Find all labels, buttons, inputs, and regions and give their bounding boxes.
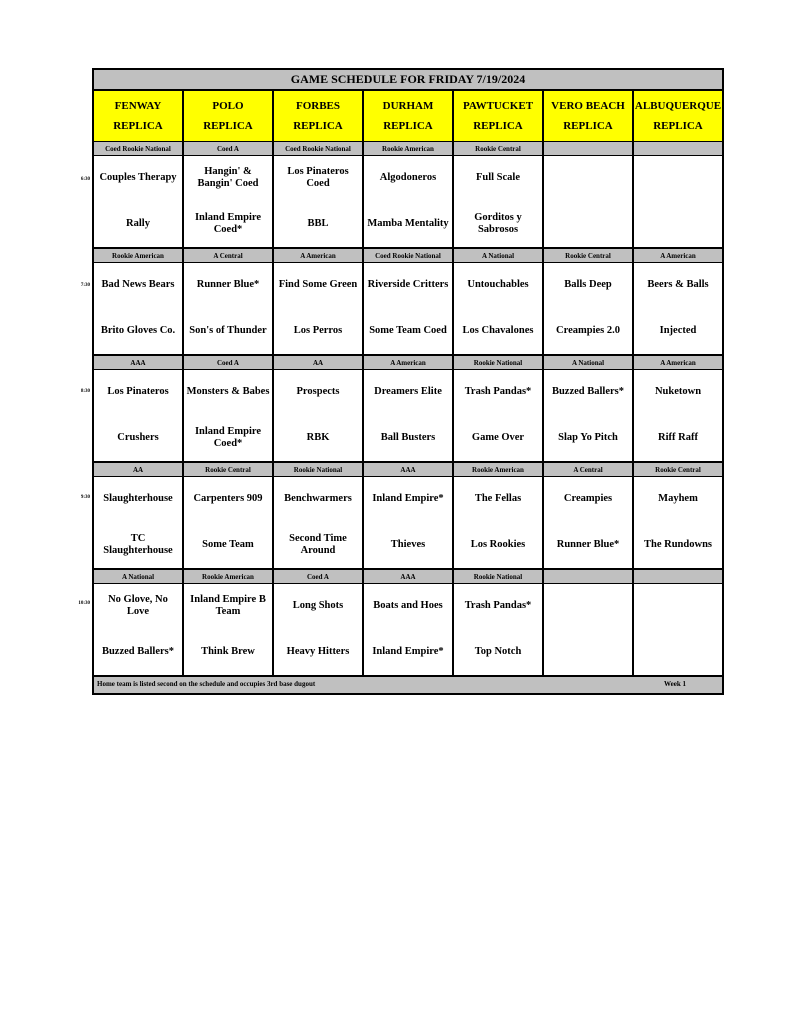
field-header — [633, 90, 723, 142]
field-type: REPLICA — [653, 120, 703, 132]
away-team: Benchwarmers — [284, 493, 352, 504]
game-cell — [543, 584, 633, 677]
away-team: Long Shots — [292, 600, 344, 611]
division-label: Rookie American — [453, 462, 543, 477]
away-team: Nuketown — [654, 386, 702, 397]
home-team: Los Chavalones — [462, 325, 534, 336]
footer-cell — [93, 676, 723, 694]
game-cell — [633, 477, 723, 570]
home-team: Brito Gloves Co. — [100, 325, 176, 336]
home-team: Second Time Around — [289, 533, 347, 556]
game-cell — [183, 156, 273, 249]
field-type: REPLICA — [383, 120, 433, 132]
division-label: A Central — [543, 462, 633, 477]
game-cell — [363, 477, 453, 570]
division-label — [633, 142, 723, 156]
field-type: REPLICA — [563, 120, 613, 132]
division-label: Rookie National — [453, 569, 543, 584]
time-slot-label: 8:30 — [80, 389, 90, 394]
game-cell — [453, 584, 543, 677]
division-label: AAA — [363, 569, 453, 584]
week-label: Week 1 — [664, 680, 686, 688]
away-team: Balls Deep — [564, 279, 612, 290]
game-cell — [543, 477, 633, 570]
home-team: Runner Blue* — [556, 539, 620, 550]
game-row — [93, 156, 723, 249]
division-label: Rookie American — [363, 142, 453, 156]
game-cell — [543, 370, 633, 463]
game-cell — [633, 263, 723, 356]
away-team: Los Pinateros Coed — [287, 166, 349, 189]
away-team: Beers & Balls — [647, 279, 709, 290]
division-label: Coed A — [183, 142, 273, 156]
home-team: Son's of Thunder — [189, 325, 267, 336]
home-team: Inland Empire Coed* — [194, 426, 262, 449]
home-team: Some Team — [202, 539, 254, 550]
away-team: Hangin' & Bangin' Coed — [197, 166, 259, 189]
field-header — [453, 90, 543, 142]
game-cell — [273, 477, 363, 570]
away-team: Los Pinateros — [107, 386, 169, 397]
home-team: TC Slaughterhouse — [103, 533, 173, 556]
game-cell — [363, 584, 453, 677]
game-row — [93, 584, 723, 677]
field-name: ALBUQUERQUE — [634, 100, 722, 112]
division-label: Coed Rookie National — [273, 142, 363, 156]
home-team: Some Team Coed — [369, 325, 447, 336]
division-label: Coed A — [183, 355, 273, 370]
division-label: Rookie Central — [453, 142, 543, 156]
division-label: Coed Rookie National — [363, 248, 453, 263]
away-team — [544, 162, 632, 194]
away-team: Trash Pandas* — [464, 600, 532, 611]
game-cell — [633, 370, 723, 463]
division-label: Coed Rookie National — [93, 142, 183, 156]
away-team: Riverside Critters — [367, 279, 449, 290]
home-team: Los Rookies — [470, 539, 526, 550]
division-label: AAA — [93, 355, 183, 370]
time-slot-label: 7:30 — [80, 283, 90, 288]
game-row — [93, 477, 723, 570]
division-label: Coed A — [273, 569, 363, 584]
away-team: Buzzed Ballers* — [551, 386, 625, 397]
home-team: Slap Yo Pitch — [558, 432, 618, 443]
game-cell — [93, 477, 183, 570]
game-cell — [453, 477, 543, 570]
game-row — [93, 370, 723, 463]
away-team: Prospects — [296, 386, 340, 397]
division-row — [93, 142, 723, 156]
game-cell — [273, 370, 363, 463]
game-cell — [543, 156, 633, 249]
schedule-title: GAME SCHEDULE FOR FRIDAY 7/19/2024 — [93, 69, 723, 90]
time-slot-label: 10:30 — [78, 601, 90, 606]
division-label: Rookie American — [93, 248, 183, 263]
home-team: Game Over — [471, 432, 525, 443]
game-cell — [273, 584, 363, 677]
away-team: Trash Pandas* — [464, 386, 532, 397]
away-team: Couples Therapy — [99, 172, 177, 183]
division-label — [543, 142, 633, 156]
home-team: Inland Empire* — [372, 646, 444, 657]
game-cell — [183, 584, 273, 677]
division-label: A American — [363, 355, 453, 370]
field-type: REPLICA — [293, 120, 343, 132]
division-label — [543, 569, 633, 584]
division-label — [633, 569, 723, 584]
division-label: A Central — [183, 248, 273, 263]
away-team: Creampies — [563, 493, 613, 504]
home-team: Top Notch — [474, 646, 522, 657]
field-name: VERO BEACH — [551, 100, 625, 112]
division-label: Rookie Central — [543, 248, 633, 263]
away-team — [634, 162, 722, 194]
division-row — [93, 248, 723, 263]
game-cell — [363, 370, 453, 463]
away-team: Dreamers Elite — [374, 386, 442, 397]
field-type: REPLICA — [203, 120, 253, 132]
home-team — [634, 636, 722, 668]
field-type: REPLICA — [473, 120, 523, 132]
away-team: Find Some Green — [278, 279, 358, 290]
home-team: Crushers — [117, 432, 159, 443]
game-schedule-table — [92, 68, 724, 695]
game-cell — [183, 263, 273, 356]
field-header — [93, 90, 183, 142]
division-label: AA — [273, 355, 363, 370]
footer-row — [93, 676, 723, 694]
game-row — [93, 263, 723, 356]
away-team: Runner Blue* — [196, 279, 260, 290]
division-label: Rookie National — [273, 462, 363, 477]
home-team: BBL — [307, 218, 329, 229]
away-team: Algodoneros — [379, 172, 437, 183]
away-team: The Fellas — [474, 493, 522, 504]
field-name: POLO — [212, 100, 244, 112]
division-label: A National — [543, 355, 633, 370]
game-cell — [183, 477, 273, 570]
division-label: Rookie American — [183, 569, 273, 584]
away-team — [634, 590, 722, 622]
game-cell — [453, 370, 543, 463]
home-team: Los Perros — [293, 325, 343, 336]
game-cell — [633, 584, 723, 677]
division-label: A American — [273, 248, 363, 263]
time-slot-label: 6:30 — [80, 177, 90, 182]
game-cell — [273, 156, 363, 249]
field-header — [273, 90, 363, 142]
game-cell — [453, 263, 543, 356]
division-label: Rookie Central — [633, 462, 723, 477]
division-row — [93, 355, 723, 370]
home-team: Buzzed Ballers* — [101, 646, 175, 657]
home-team — [544, 208, 632, 240]
home-team: RBK — [306, 432, 330, 443]
home-team: Mamba Mentality — [367, 218, 449, 229]
game-cell — [93, 370, 183, 463]
home-team: Think Brew — [201, 646, 255, 657]
home-team: Gorditos y Sabrosos — [474, 212, 522, 235]
field-name: FORBES — [295, 100, 340, 112]
game-cell — [273, 263, 363, 356]
away-team: Boats and Hoes — [373, 600, 443, 611]
away-team: Bad News Bears — [101, 279, 175, 290]
game-cell — [363, 263, 453, 356]
game-cell — [363, 156, 453, 249]
game-cell — [93, 156, 183, 249]
footer-note: Home team is listed second on the schedule and occupies 3rd base dugout — [97, 680, 316, 688]
home-team: Heavy Hitters — [286, 646, 350, 657]
division-label: Rookie Central — [183, 462, 273, 477]
home-team: Creampies 2.0 — [556, 325, 620, 336]
game-cell — [633, 156, 723, 249]
game-cell — [93, 263, 183, 356]
home-team: Inland Empire Coed* — [194, 212, 262, 235]
away-team: Mayhem — [658, 493, 698, 504]
home-team: Thieves — [390, 539, 426, 550]
home-team: The Rundowns — [644, 539, 712, 550]
field-header-row — [93, 90, 723, 142]
field-name: PAWTUCKET — [462, 100, 534, 112]
home-team — [634, 208, 722, 240]
field-name: FENWAY — [114, 100, 162, 112]
field-header — [183, 90, 273, 142]
field-type: REPLICA — [113, 120, 163, 132]
division-label: A American — [633, 248, 723, 263]
division-label: A National — [453, 248, 543, 263]
away-team: Carpenters 909 — [193, 493, 263, 504]
home-team — [544, 636, 632, 668]
game-cell — [453, 156, 543, 249]
field-name: DURHAM — [382, 100, 434, 112]
away-team: Inland Empire* — [372, 493, 444, 504]
home-team: Ball Busters — [380, 432, 436, 443]
away-team: Full Scale — [475, 172, 521, 183]
away-team — [544, 590, 632, 622]
division-row — [93, 462, 723, 477]
division-label: A American — [633, 355, 723, 370]
game-cell — [93, 584, 183, 677]
division-label: A National — [93, 569, 183, 584]
division-label: Rookie National — [453, 355, 543, 370]
home-team: Riff Raff — [658, 432, 698, 443]
away-team: Monsters & Babes — [186, 386, 270, 397]
game-cell — [543, 263, 633, 356]
away-team: Untouchables — [467, 279, 529, 290]
division-row — [93, 569, 723, 584]
field-header — [543, 90, 633, 142]
away-team: No Glove, No Love — [108, 594, 168, 617]
home-team: Rally — [126, 218, 150, 229]
time-slot-label: 9:30 — [80, 495, 90, 500]
division-label: AA — [93, 462, 183, 477]
home-team: Injected — [659, 325, 697, 336]
field-header — [363, 90, 453, 142]
away-team: Inland Empire B Team — [190, 594, 266, 617]
away-team: Slaughterhouse — [103, 493, 173, 504]
division-label: AAA — [363, 462, 453, 477]
game-cell — [183, 370, 273, 463]
